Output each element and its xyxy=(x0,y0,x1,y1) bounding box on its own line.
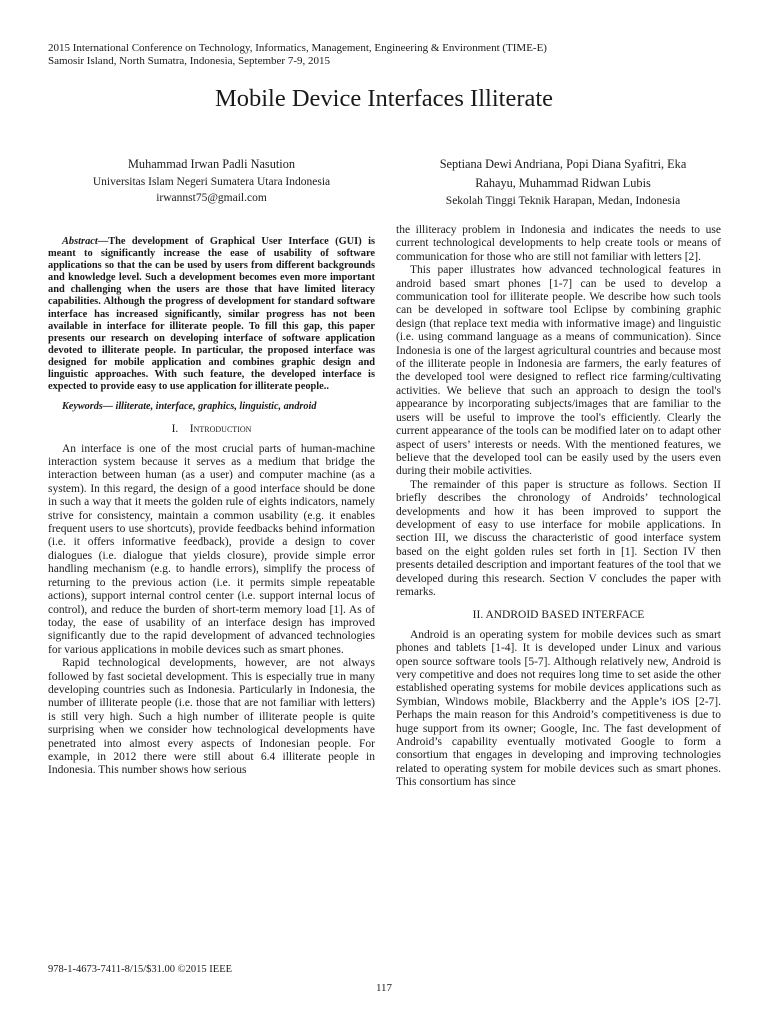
left-column xyxy=(48,236,375,778)
author-email-left: irwannst75@gmail.com xyxy=(156,192,267,204)
conference-line-2: Samosir Island, North Sumatra, Indonesia, September 7-9, 2015 xyxy=(48,55,330,67)
author-affiliation-right: Sekolah Tinggi Teknik Harapan, Medan, Indonesia xyxy=(445,195,681,207)
author-names-right-line2: Rahayu, Muhammad Ridwan Lubis xyxy=(475,176,651,190)
abstract-label: Abstract xyxy=(62,236,98,247)
section-1-title: Introduction xyxy=(189,423,252,436)
abstract xyxy=(48,236,375,393)
author-block-right xyxy=(398,155,728,209)
keywords: Keywords— illiterate, interface, graphics, linguistic, android xyxy=(62,401,317,413)
right-paragraph-1: the illiteracy problem in Indonesia and indicates the needs to use current technological developments to help create tools or means of communication for those who are still not familiar with letters [2]. xyxy=(396,224,721,263)
author-name-left: Muhammad Irwan Padli Nasution xyxy=(127,157,295,171)
section-2-heading: II. ANDROID BASED INTERFACE xyxy=(472,609,645,622)
author-block-left xyxy=(48,155,375,206)
footer-isbn: 978-1-4673-7411-8/15/$31.00 ©2015 IEEE xyxy=(48,964,233,975)
right-paragraph-2: This paper illustrates how advanced technological features in android based smart phones [1-7] can be used to develop a communication tool for illiterate people. We describe how such tools can be developed in software tool Eclipse by combining graphic design (that replace text media with informative image) and linguistic (i.e. using command language as a means of communication). Since Indonesia is one of the largest agricultural countries and because most of the illiterate people in Indonesia are farmers, the early features of the developed tool were designed to reflect rice farming/cultivating activities. We believe that such an approach to design the tool's appearance by incorporating subjects/images that are familiar to the users will be useful to improve the tool's efficiently. Clearly the current appearance of the tools can be modified later on to adapt other aspect of users’ interests or needs. With the mentioned features, we believe that the developed tool can be easily used by the users even during their mobile activities. xyxy=(396,264,721,478)
right-paragraph-3: The remainder of this paper is structure as follows. Section II briefly describes the chronology of Androids’ technological developments and how it has been improved to support the development of easy to use interface for mobile applications. In section III, we discuss the characteristic of good interface system based on the eight golden rules set forth in [1]. Section IV then presents detailed description and important features of the tool that we developed during this research. Section V concludes the paper with remarks. xyxy=(396,478,721,598)
intro-paragraph-2: Rapid technological developments, however, are not always followed by fast societal development. This is especially true in many developing countries such as Indonesia. Particularly in Indonesia, the number of illiterate people (i.e. those that are not familiar with letters) is still very high. Such a high number of illiterate people is quite surprising when we consider how technological developments have penetrated into almost every aspects of Indonesian people. For example, in 2012 there were still about 6.4 illiterate people in Indonesia. This number shows how serious xyxy=(48,657,375,777)
page-number: 117 xyxy=(375,982,393,994)
paper-title: Mobile Device Interfaces Illiterate xyxy=(214,85,554,112)
author-names-right-line1: Septiana Dewi Andriana, Popi Diana Syafitri, Eka xyxy=(439,157,687,171)
conference-header xyxy=(48,42,728,68)
abstract-text: —The development of Graphical User Interface (GUI) is meant to significantly increase the ease of usability of software applications so that the can be used by users from different backgrounds and knowledge level. Such a development becomes even more important and challenging when the users are those that have limited literacy capabilities. Although the progress of development for standard software interface has increased significantly, similar progress has not been available in interface for illiterate people. To fill this gap, this paper presents our research on developing interface of software application devoted to illiterate people. In particular, the proposed interface was designed for mobile application and combines graphic design and linguistic approaches. With such feature, the developed interface is expected to provide easy to use application for illiterate people.. xyxy=(48,236,375,393)
conference-line-1: 2015 International Conference on Technology, Informatics, Management, Engineering & Environment (TIME-E) xyxy=(48,42,547,54)
right-column xyxy=(396,224,721,790)
section-1-number: I. xyxy=(171,423,179,436)
author-affiliation-left: Universitas Islam Negeri Sumatera Utara Indonesia xyxy=(92,176,331,188)
right-paragraph-4: Android is an operating system for mobile devices such as smart phones and tablets [1-4]. It is developed under Linux and various open source software tools [5-7]. Although relatively new, Android is very competitive and does not requires long time to set aside the other established operating systems for mobile devices applications such as Symbian, Windows mobile, Blackberry and the Apple’s iOS [2-7]. Perhaps the main reason for this Android’s competitiveness is due to huge support from its owner; Google, Inc. The fast development of Android’s capability eventually motivated Google to form a consortium that engages in developing and improving technologies related to operating system for mobile devices such as smart phones. This consortium has since xyxy=(396,628,721,789)
intro-paragraph-1: An interface is one of the most crucial parts of human-machine interaction system because it serves as a medium that bridge the interaction between human (as a user) and computer machine (as a system). In this regard, the design of a good interface should be done in such a way that it meets the golden rule of eights indicators, namely strive for consistency, maintain a common usability (e.g. it enables frequent users to use shortcuts), provide feedbacks behind information (i.e. it offers informative feedback), provide a design to cover dialogues (i.e. dialogue that yields closure), provide simple error handling mechanism (e.g. to handle errors), simplify the process of returning to the previous action (i.e. it permits simple repeatable actions), support internal control center (i.e. support internal locus of control), and reduce the burden of short-term memory load [1]. As of today, the ease of usability of an interface design has improved significantly due to the rapid development of advanced technologies for various applications in mobile devices such as smart phones. xyxy=(48,442,375,656)
section-1-heading xyxy=(48,423,375,436)
